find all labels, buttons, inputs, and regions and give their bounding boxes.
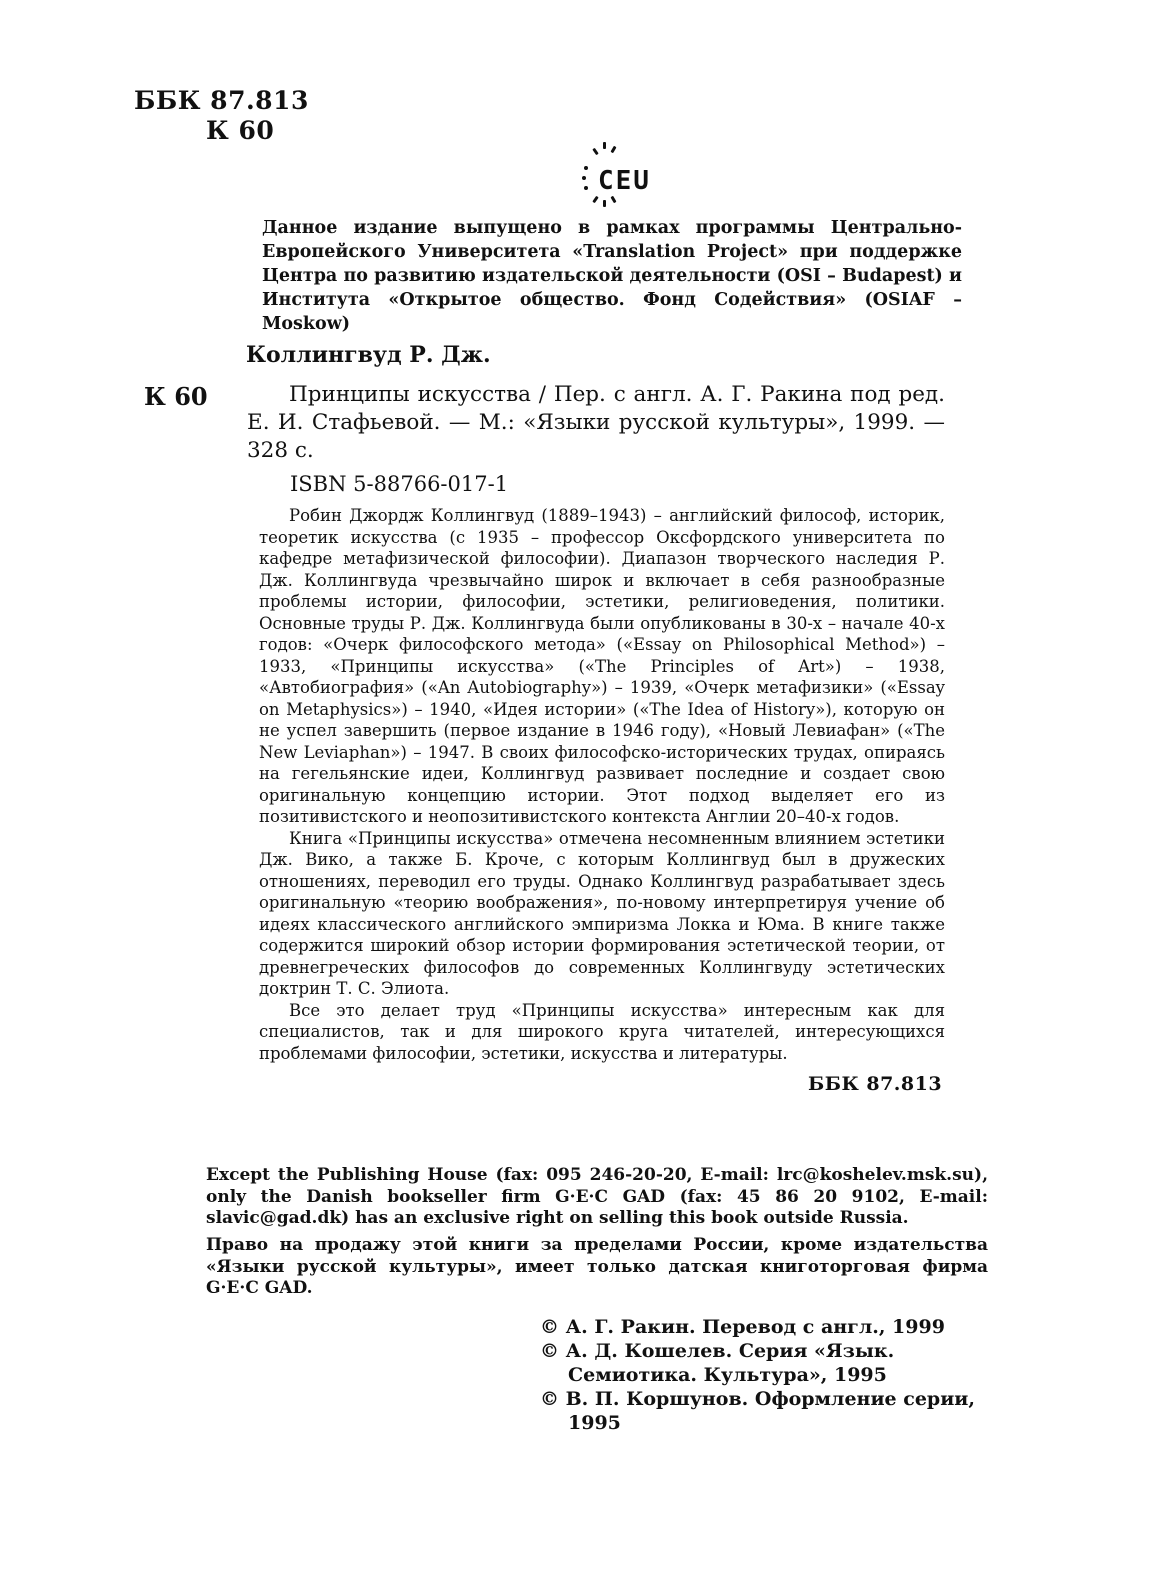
- abstract-paragraph: Робин Джордж Коллингвуд (1889–1943) – английский философ, историк, теоретик искусства (с 1935 – профессор Оксфордского университета по кафедре метафизической философии). Диапазон творческого наследия Р. Дж. Коллингвуда чрезвычайно широк и включает в себя разнообразные проблемы истории, философии, эстетики, религиоведения, политики. Основные труды Р. Дж. Коллингвуда были опубликованы в 30-х – начале 40-х годов: «Очерк философского метода» («Essay on Philosophical Method») – 1933, «Принципы искусства» («The Principles of Art») – 1938, «Автобиография» («An Autobiography») – 1939, «Очерк метафизики» («Essay on Metaphysics») – 1940, «Идея истории» («The Idea of History»), которую он не успел завершить (первое издание в 1946 году), «Новый Левиафан» («The New Leviaphan») – 1947. В своих философско-исторических трудах, опираясь на гегельянские идеи, Коллингвуд развивает последние и создает свою оригинальную концепцию истории. Этот подход выделяет его из позитивистского и неопозитивистского контекста Англии 20–40-х годов.: [259, 506, 945, 826]
- catalog-author: Коллингвуд Р. Дж.: [246, 342, 491, 368]
- copyright-line: © В. П. Коршунов. Оформление серии, 1995: [540, 1388, 975, 1434]
- rights-english: Except the Publishing House (fax: 095 246-20-20, E-mail: lrc@koshelev.msk.su), only the Danish bookseller firm G·E·C GAD (fax: 45 86 20 9102, E-mail: slavic@gad.dk) has an exclusive right on selling this book outside Russia.: [206, 1165, 988, 1228]
- abstract-paragraph: Книга «Принципы искусства» отмечена несомненным влиянием эстетики Дж. Вико, а также Б. Кроче, с которым Коллингвуд был в дружеских отношениях, переводил его труды. Однако Коллингвуд разрабатывает здесь оригинальную «теорию воображения», по-новому интерпретируя учение об идеях классического английского эмпиризма Локка и Юма. В книге также содержится широкий обзор истории формирования эстетической теории, от древнегреческих философов до современных Коллингвуду эстетических доктрин Т. С. Элиота.: [259, 828, 945, 998]
- copyright-line: © А. Г. Ракин. Перевод с англ., 1999: [540, 1316, 945, 1338]
- abstract: [259, 505, 945, 1064]
- catalog-citation: Принципы искусства / Пер. с англ. А. Г. Ракина под ред. Е. И. Стафьевой. — М.: «Языки русской культуры», 1999. — 328 с.: [247, 382, 945, 463]
- bbk-bottom: ББК 87.813: [808, 1073, 943, 1095]
- abstract-paragraph: Все это делает труд «Принципы искусства» интересным как для специалистов, так и для широкого круга читателей, интересующихся проблемами философии, эстетики, искусства и литературы.: [259, 1000, 945, 1063]
- bbk-header: [134, 86, 309, 146]
- ceu-logo-text: CEU: [598, 166, 651, 196]
- rights-russian: Право на продажу этой книги за пределами России, кроме издательства «Языки русской культуры», имеет только датская книготорговая фирма G·E·C GAD.: [206, 1235, 988, 1298]
- program-note: Данное издание выпущено в рамках программы Центрально-Европейского Университета «Translation Project» при поддержке Центра по развитию издательской деятельности (OSI – Budapest) и Института «Открытое общество. Фонд Содействия» (OSIAF – Moskow): [262, 218, 962, 334]
- copyright-list: [540, 1315, 990, 1435]
- shelf-mark-left: К 60: [144, 382, 208, 411]
- shelf-mark-top: К 60: [206, 116, 275, 145]
- isbn: ISBN 5-88766-017-1: [290, 472, 509, 496]
- copyright-line: © А. Д. Кошелев. Серия «Язык. Семиотика. Культура», 1995: [540, 1340, 895, 1386]
- bbk-code: ББК 87.813: [134, 86, 309, 115]
